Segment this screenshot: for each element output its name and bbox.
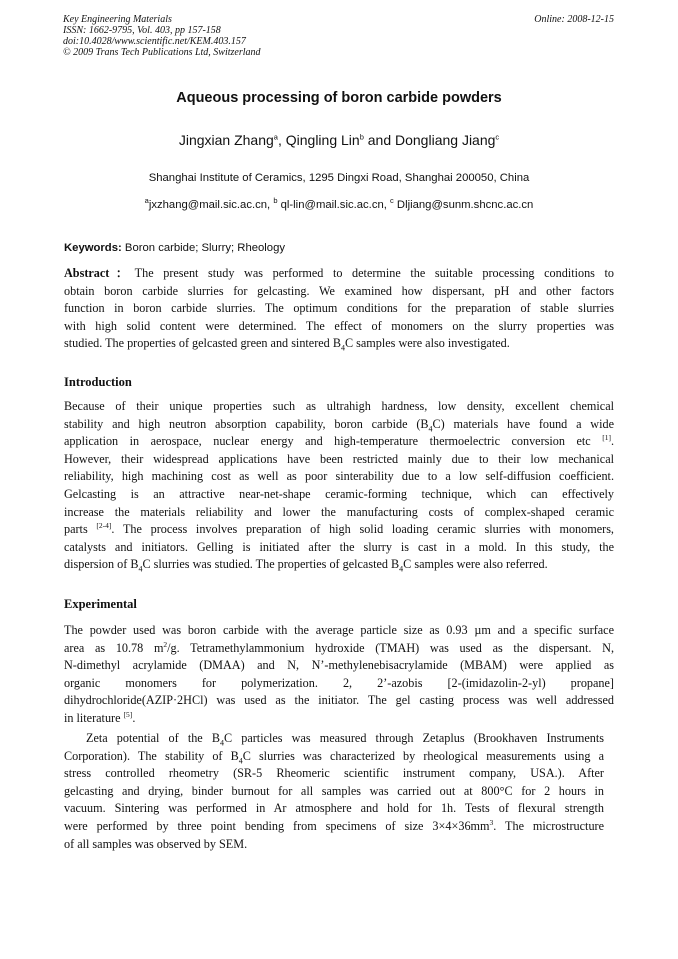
journal-issn: ISSN: 1662-9795, Vol. 403, pp 157-158 [63, 25, 221, 36]
affiliation: Shanghai Institute of Ceramics, 1295 Dingxi Road, Shanghai 200050, China [148, 172, 530, 184]
citation-ref[interactable]: [2-4] [96, 521, 112, 531]
body-line: dihydrochloride(AZIP·2HCl) was used as the initiator. The gel casting process was well addressed [64, 693, 614, 708]
introduction-paragraph [64, 398, 614, 574]
body-line: organic monomers for polymerization. 2, 2’-azobis [2-(imidazolin-2-yl) propane] [64, 675, 614, 690]
subscript: 4 [219, 738, 224, 748]
body-line: catalysts and initiators. Gelling is initiated after the slurry is cast in a mold. In this study, the [64, 539, 614, 554]
author-list [0, 132, 678, 148]
author-emails [0, 196, 678, 211]
journal-copyright: © 2009 Trans Tech Publications Ltd, Switzerland [63, 47, 261, 58]
author-name: Jingxian Zhang [178, 132, 274, 148]
abstract-line: with high solid content were determined. The effect of monomers on the slurry properties was [64, 318, 614, 333]
citation-ref[interactable]: [1] [602, 433, 611, 443]
subscript: 4 [399, 564, 404, 574]
body-text: . The microstructure [493, 818, 605, 833]
email-mark: b [273, 196, 278, 206]
body-line [64, 640, 614, 658]
body-text: . [132, 710, 136, 725]
body-text: dispersion of B [64, 557, 139, 572]
body-line: stress controlled rheometry (SR-5 Rheomeric scientific instrument company, USA.). After [64, 766, 604, 781]
body-text: application in aerospace, nuclear energy and high-temperature thermoelectric conversion etc [64, 434, 603, 449]
body-line: vacuum. Sintering was performed in Ar atmosphere and hold for 1h. Tests of flexural strength [64, 801, 604, 816]
email-mark: c [390, 196, 394, 206]
subscript: 4 [340, 343, 345, 353]
author-affil-mark: a [273, 132, 278, 142]
abstract-line [64, 335, 614, 353]
body-line [64, 433, 614, 451]
body-text: C slurries was characterized by rheological measurements using a [242, 748, 604, 763]
email-link[interactable]: Dljiang@sunm.shcnc.ac.cn [393, 199, 534, 211]
body-line: reliability, high machining cost as well as poor sinterability due to a low self-diffusion coefficient. [64, 469, 614, 484]
body-text: parts [64, 522, 97, 537]
superscript: 2 [163, 639, 168, 649]
keywords [64, 242, 616, 254]
abstract-text: studied. The properties of gelcasted green and sintered B [64, 336, 341, 351]
abstract-text: C samples were also investigated. [344, 336, 510, 351]
email-mark: a [144, 196, 149, 206]
author-separator: and [363, 132, 395, 148]
subscript: 4 [238, 756, 243, 766]
body-line [64, 748, 604, 766]
body-line: of all samples was observed by SEM. [64, 836, 248, 851]
superscript: 3 [489, 817, 494, 827]
author-name: Qingling Lin [285, 132, 360, 148]
body-text: C samples were also referred. [403, 557, 548, 572]
email-link[interactable]: ql-lin@mail.sic.ac.cn, [277, 199, 391, 211]
online-date: Online: 2008-12-15 [534, 14, 614, 25]
author-separator: , [277, 132, 286, 148]
body-line [64, 730, 604, 748]
journal-doi[interactable]: doi:10.4028/www.scientific.net/KEM.403.157 [63, 36, 246, 47]
body-line: increase the materials reliability and lower the manufacturing costs of complex-shaped ceramic [64, 504, 614, 519]
body-text: C slurries was studied. The properties of gelcasted B [142, 557, 400, 572]
body-line [64, 710, 614, 728]
body-text: were performed by three point bending from specimens of size 3×4×36mm [64, 818, 490, 833]
body-text: area as 10.78 m [64, 640, 164, 655]
body-line: gelcasting and drying, binder burnout for all samples was carried out at 800°C for 2 hours in [64, 783, 604, 798]
body-text: /g. Tetramethylammonium hydroxide (TMAH) was used as the dispersant. N, [167, 640, 614, 655]
body-text: Zeta potential of the B [86, 731, 220, 745]
body-text: stability and high neutron absorption capability, boron carbide (B [64, 416, 429, 431]
body-text: Corporation). The stability of B [64, 748, 239, 763]
body-text: . The process involves preparation of high solid loading ceramic slurries with monomers, [111, 522, 614, 537]
abstract-line: obtain boron carbide slurries for gelcasting. We examined how dispersant, pH and other factors [64, 283, 614, 298]
experimental-paragraph-2 [64, 730, 604, 853]
body-text: in literature [64, 710, 124, 725]
author-affil-mark: b [359, 132, 364, 142]
author-affil-mark: c [495, 132, 500, 142]
body-text: . [610, 434, 614, 449]
body-line: Gelcasting is an attractive near-net-shape ceramic-forming technique, which can effectively [64, 486, 614, 501]
body-line [64, 556, 614, 574]
body-line: Because of their unique properties such as ultrahigh hardness, low density, excellent chemical [64, 399, 614, 413]
abstract-line [64, 265, 614, 283]
email-link[interactable]: jxzhang@mail.sic.ac.cn, [148, 199, 274, 211]
abstract-label: Abstract： [64, 266, 135, 280]
keywords-label: Keywords: [64, 242, 122, 254]
body-text: C particles was measured through Zetaplus (Brookhaven Instruments [223, 731, 604, 745]
body-line [64, 521, 614, 539]
abstract-text: The present study was performed to determine the suitable processing conditions to [134, 266, 614, 280]
section-heading-experimental: Experimental [64, 597, 137, 611]
subscript: 4 [138, 564, 143, 574]
paper-title: Aqueous processing of boron carbide powders [176, 90, 502, 106]
body-line [64, 416, 614, 434]
experimental-paragraph-1 [64, 622, 614, 728]
section-heading-introduction: Introduction [64, 375, 132, 389]
body-line: N-dimethyl acrylamide (DMAA) and N, N’-methylenebisacrylamide (MBAM) were applied as [64, 658, 614, 673]
body-line [64, 818, 604, 836]
journal-header [63, 14, 261, 58]
body-text: C) materials have found a wide [432, 416, 614, 431]
keywords-text: Boron carbide; Slurry; Rheology [121, 242, 286, 254]
abstract-line: function in boron carbide slurries. The optimum conditions for the preparation of stable slurries [64, 301, 614, 316]
journal-name: Key Engineering Materials [63, 14, 172, 25]
subscript: 4 [428, 424, 433, 434]
abstract [64, 265, 614, 353]
body-line: However, their widespread applications have been restricted mainly due to their low mechanical [64, 451, 614, 466]
citation-ref[interactable]: [5] [123, 709, 133, 719]
author-name: Dongliang Jiang [395, 132, 496, 148]
body-line: The powder used was boron carbide with the average particle size as 0.93 µm and a specific surface [64, 623, 614, 637]
